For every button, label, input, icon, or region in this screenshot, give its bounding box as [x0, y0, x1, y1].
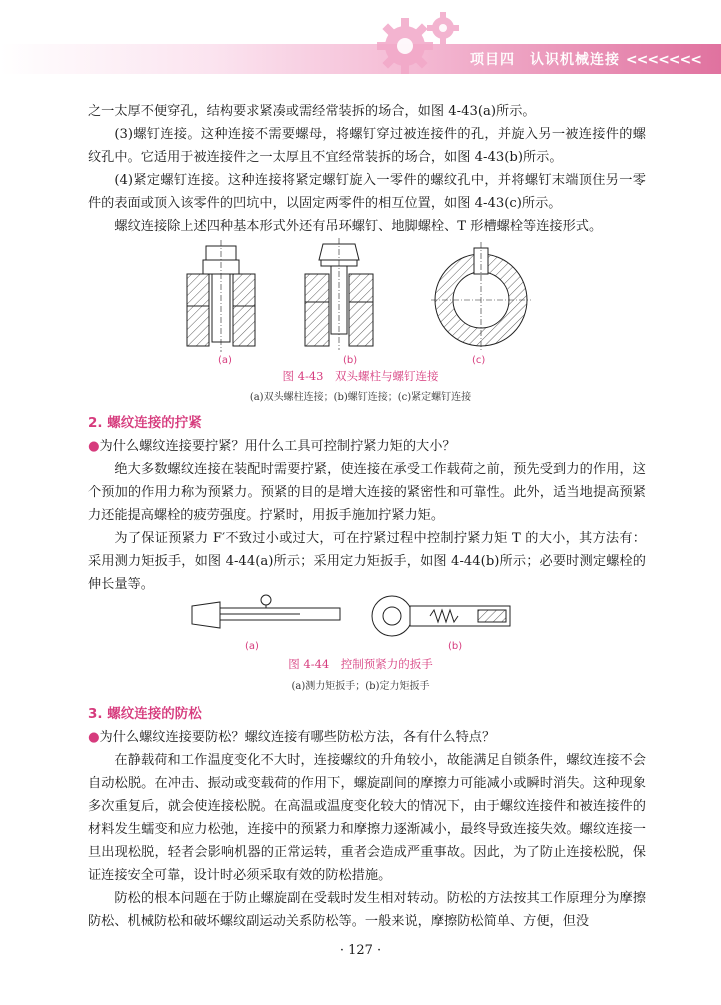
figure-4-44-drawing: [190, 592, 530, 640]
paragraph: 螺纹连接除上述四种基本形式外还有吊环螺钉、地脚螺栓、T 形槽螺栓等连接形式。: [114, 219, 603, 234]
page-header: [0, 0, 721, 78]
figure-4-43-label-b: (b): [343, 355, 358, 366]
text-block-top: [88, 100, 646, 238]
figure-4-43-label-c: (c): [472, 355, 486, 366]
figure-4-43-caption: 图 4-43 双头螺柱与螺钉连接: [282, 369, 439, 383]
preset-torque-wrench-icon: [372, 596, 510, 636]
figure-4-44-label-b: (b): [448, 641, 463, 652]
paragraph: 在静载荷和工作温度变化不大时，连接螺纹的升角较小，故能满足自锁条件，螺纹连接不会自动松脱。在冲击、振动或变载荷的作用下，螺旋副间的摩擦力可能减小或瞬时消失。这种现象多次重复后，就会使连接松脱。在高温或温度变化较大的情况下，由于螺纹连接件和被连接件的材料发生蠕变和应力松弛，连接中的预紧力和摩擦力逐渐减小，最终导致连接失效。螺纹连接一旦出现松脱，轻者会影响机器的正常运转，重者会造成严重事故。因此，为了防止连接松脱，保证连接安全可靠，设计时必须采取有效的防松措施。: [88, 753, 646, 883]
page-number: · 127 ·: [339, 943, 382, 958]
gear-decoration-icon: [355, 6, 475, 76]
figure-4-43-subcaption: (a)双头螺柱连接；(b)螺钉连接；(c)紧定螺钉连接: [249, 392, 472, 403]
paragraph: 为了保证预紧力 F′不致过小或过大，可在拧紧过程中控制拧紧力矩 T 的大小，其方法有：采用测力矩扳手，如图 4-44(a)所示；采用定力矩扳手，如图 4-44(b)所示；必要时测定螺栓的伸长量等。: [88, 531, 646, 592]
screw-connection-icon: [305, 238, 373, 350]
figure-4-44-label-a: (a): [245, 641, 259, 652]
figure-4-44-caption: 图 4-44 控制预紧力的扳手: [288, 657, 433, 671]
section-heading: 2. 螺纹连接的拧紧: [88, 415, 202, 431]
paragraph: (4)紧定螺钉连接。这种连接将紧定螺钉旋入一零件的螺纹孔中，并将螺钉末端顶住另一零件的表面或顶入该零件的凹坑中，以固定两零件的相互位置，如图 4-43(c)所示。: [88, 173, 646, 211]
torque-measuring-wrench-icon: [192, 595, 340, 628]
paragraph: 绝大多数螺纹连接在装配时需要拧紧，使连接在承受工作载荷之前，预先受到力的作用，这个预加的作用力称为预紧力。预紧的目的是增大连接的紧密性和可靠性。此外，适当地提高预紧力还能提高螺栓的疲劳强度。拧紧时，用扳手施加拧紧力矩。: [88, 462, 646, 523]
stud-connection-icon: [187, 240, 255, 352]
figure-4-43-drawing: [185, 238, 540, 356]
section-3: [88, 703, 646, 933]
chevrons-icon: <<<<<<<: [625, 52, 701, 68]
figure-4-44-subcaption: (a)测力矩扳手；(b)定力矩扳手: [291, 681, 430, 692]
header-title-text: 项目四 认识机械连接: [470, 52, 620, 68]
figure-4-43-label-a: (a): [218, 355, 232, 366]
section-2: [88, 412, 646, 596]
question-text: 为什么螺纹连接要拧紧？用什么工具可控制拧紧力矩的大小？: [99, 439, 456, 454]
paragraph: (3)螺钉连接。这种连接不需要螺母，将螺钉穿过被连接件的孔，并旋入另一被连接件的螺纹孔中。它适用于被连接件之一太厚且不宜经常装拆的场合，如图 4-43(b)所示。: [88, 127, 646, 165]
paragraph: 防松的根本问题在于防止螺旋副在受载时发生相对转动。防松的方法按其工作原理分为摩擦防松、机械防松和破坏螺纹副运动关系防松等。一般来说，摩擦防松简单、方便，但没: [88, 891, 646, 929]
bullet-dot-icon: ●: [88, 730, 100, 745]
bullet-dot-icon: ●: [88, 439, 100, 454]
paragraph: 之一太厚不便穿孔，结构要求紧凑或需经常装拆的场合，如图 4-43(a)所示。: [88, 104, 536, 119]
question-line: [88, 726, 646, 749]
question-text: 为什么螺纹连接要防松？螺纹连接有哪些防松方法，各有什么特点？: [99, 730, 496, 745]
header-title: [470, 49, 701, 69]
set-screw-connection-icon: [431, 242, 531, 350]
section-heading: 3. 螺纹连接的防松: [88, 706, 202, 722]
question-line: [88, 435, 646, 458]
